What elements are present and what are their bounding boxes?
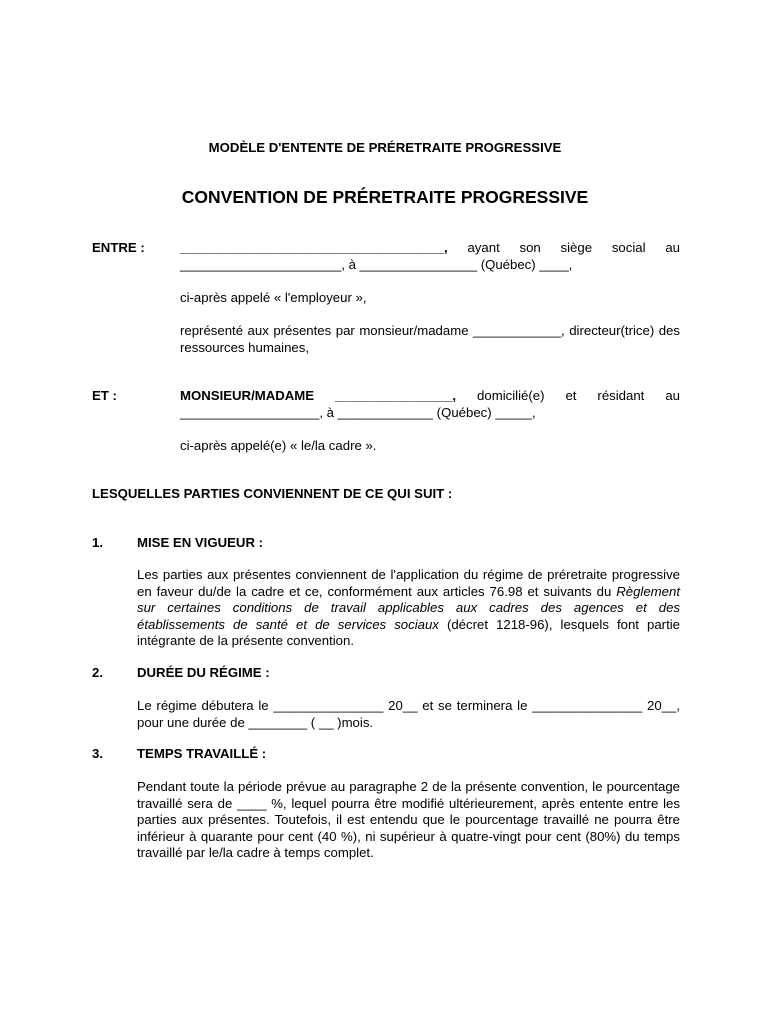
employee-name-blank: ________________, [314, 388, 457, 403]
employer-representative: représenté aux présentes par monsieur/madame ____________, directeur(trice) des ressources humaines, [180, 323, 680, 355]
section-1-text-a: Les parties aux présentes conviennent de l'application du régime de préretraite progressive en faveur du/de la cadre et ce, conformément aux articles 76.98 et suivants du [137, 567, 680, 599]
entre-line-1 [180, 240, 680, 257]
employer-designation: ci-après appelé « l'employeur », [180, 290, 367, 305]
section-3-number: 3. [92, 746, 103, 761]
section-3-text: Pendant toute la période prévue au paragraphe 2 de la présente convention, le pourcentage travaillé sera de ____ %, lequel pourra être modifié ultérieurement, après entente entre les parties aux présentes. Toutefois, il est entendu que le pourcentage travaillé ne pourra être inférieur à quarante pour cent (40 %), ni supérieur à quatre-vingt pour cent (80%) du temps travaillé par le/la cadre à temps complet. [137, 779, 680, 860]
section-3-title: TEMPS TRAVAILLÉ : [137, 746, 267, 761]
section-2-text: Le régime débutera le _______________ 20__ et se terminera le _______________ 20__, pour une durée de ________ ( __ )mois. [137, 698, 680, 730]
employee-designation: ci-après appelé(e) « le/la cadre ». [180, 438, 377, 453]
section-1-title: MISE EN VIGUEUR : [137, 535, 264, 550]
section-1-text-b: (décret 1218-96), lesquels font partie intégrante de la présente convention. [137, 616, 680, 648]
regulation-title: Règlement sur certaines conditions de travail applicables aux cadres des agences et des établissements de santé et de services sociaux [137, 583, 680, 632]
et-line-1-rest: domicilié(e) et résidant au [456, 388, 680, 403]
entre-line-2: ______________________, à ________________ (Québec) ____, [180, 257, 573, 272]
entre-label: ENTRE : [92, 240, 145, 255]
section-1-number: 1. [92, 535, 103, 550]
model-title: MODÈLE D'ENTENTE DE PRÉRETRAITE PROGRESSIVE [208, 140, 562, 155]
employer-name-blank: ____________________________________, [180, 240, 448, 255]
section-2-number: 2. [92, 665, 103, 680]
et-label: ET : [92, 388, 117, 403]
entre-line-1-rest: ayant son siège social au [447, 240, 680, 255]
section-1-text [137, 567, 680, 650]
et-line-2: ___________________, à _____________ (Québec) _____, [180, 405, 536, 420]
agreement-heading: LESQUELLES PARTIES CONVIENNENT DE CE QUI SUIT : [92, 486, 453, 501]
et-line-1 [180, 388, 680, 405]
employee-title: MONSIEUR/MADAME [180, 388, 315, 403]
section-2-title: DURÉE DU RÉGIME : [137, 665, 270, 680]
document-title: CONVENTION DE PRÉRETRAITE PROGRESSIVE [181, 187, 589, 207]
